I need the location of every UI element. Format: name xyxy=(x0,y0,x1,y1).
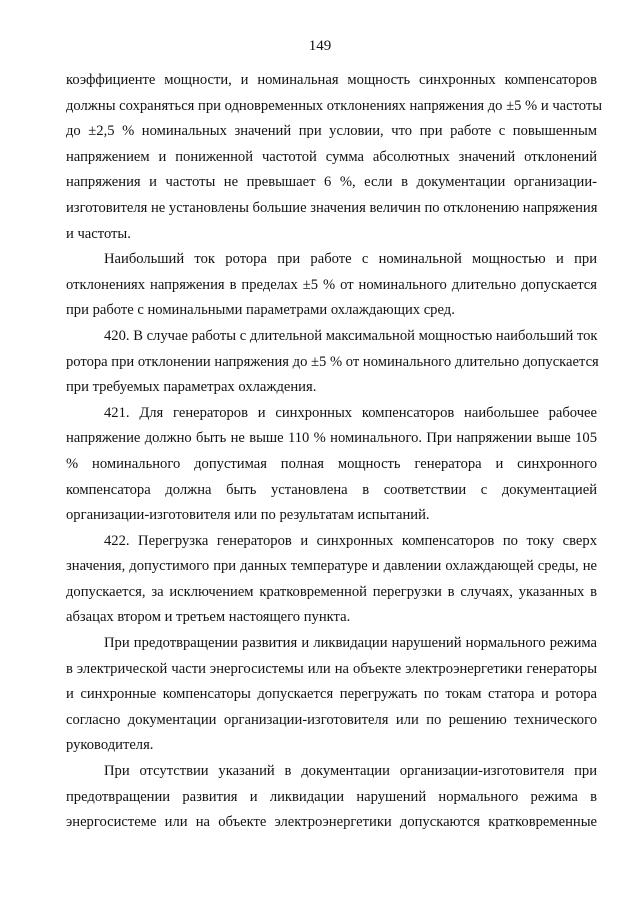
paragraph-item-421 xyxy=(66,401,597,529)
text-line: % номинального допустимая полная мощность генератора и синхронного xyxy=(66,455,597,472)
text-line: Наибольший ток ротора при работе с номинальной мощностью и при xyxy=(104,251,597,268)
paragraph-no-instructions xyxy=(66,759,597,836)
text-line: и частоты. xyxy=(66,225,131,242)
text-line: ротора при отклонении напряжения до ±5 % от номинального длительно допускается xyxy=(66,353,599,370)
text-line: напряжение должно быть не выше 110 % номинального. При напряжении выше 105 xyxy=(66,430,597,447)
text-line: 421. Для генераторов и синхронных компенсаторов наибольшее рабочее xyxy=(104,404,597,421)
text-line: при требуемых параметрах охлаждения. xyxy=(66,379,317,396)
paragraph-item-422 xyxy=(66,529,597,631)
text-line: в электрической части энергосистемы или на объекте электроэнергетики генераторы xyxy=(66,660,597,677)
text-line: напряжением и пониженной частотой сумма абсолютных значений отклонений xyxy=(66,148,597,165)
text-line: коэффициенте мощности, и номинальная мощность синхронных компенсаторов xyxy=(66,72,597,88)
text-line: изготовителя не установлены большие значения величин по отклонению напряжения xyxy=(66,199,598,216)
text-line: напряжения и частоты не превышает 6 %, если в документации организации- xyxy=(66,174,597,191)
text-line: компенсатора должна быть установлена в соответствии с документацией xyxy=(66,481,597,498)
text-line: абзацах втором и третьем настоящего пункта. xyxy=(66,609,351,626)
paragraph-continuation xyxy=(66,68,603,247)
text-line: 422. Перегрузка генераторов и синхронных компенсаторов по току сверх xyxy=(104,532,597,549)
text-line: допускается, за исключением кратковременной перегрузки в случаях, указанных в xyxy=(66,583,597,600)
text-line: При предотвращении развития и ликвидации нарушений нормального режима xyxy=(104,635,597,652)
text-line: должны сохраняться при одновременных отклонениях напряжения до ±5 % и частоты xyxy=(66,97,603,114)
text-line: значения, допустимого при данных температуре и давлении охлаждающей среды, не xyxy=(66,558,597,575)
text-line: 420. В случае работы с длительной максимальной мощностью наибольший ток xyxy=(104,327,598,344)
text-line: При отсутствии указаний в документации организации-изготовителя при xyxy=(104,763,597,780)
page-number: 149 xyxy=(308,38,332,54)
text-line: организации-изготовителя или по результатам испытаний. xyxy=(66,507,430,524)
text-line: энергосистеме или на объекте электроэнергетики допускаются кратковременные xyxy=(66,814,597,831)
paragraph-item-420 xyxy=(66,324,597,401)
paragraph-overload-emergency xyxy=(66,631,597,759)
text-line: предотвращении развития и ликвидации нарушений нормального режима в xyxy=(66,788,597,805)
text-line: руководителя. xyxy=(66,737,154,754)
text-line: до ±2,5 % номинальных значений при условии, что при работе с повышенным xyxy=(66,123,597,140)
text-line: при работе с номинальными параметрами охлаждающих сред. xyxy=(66,302,455,319)
paragraph-rotor-current xyxy=(66,247,597,324)
text-line: и синхронные компенсаторы допускается перегружать по токам статора и ротора xyxy=(66,686,597,703)
document-body xyxy=(66,68,603,836)
text-line: согласно документации организации-изготовителя или по решению технического xyxy=(66,711,597,728)
text-line: отклонениях напряжения в пределах ±5 % от номинального длительно допускается xyxy=(66,276,597,293)
